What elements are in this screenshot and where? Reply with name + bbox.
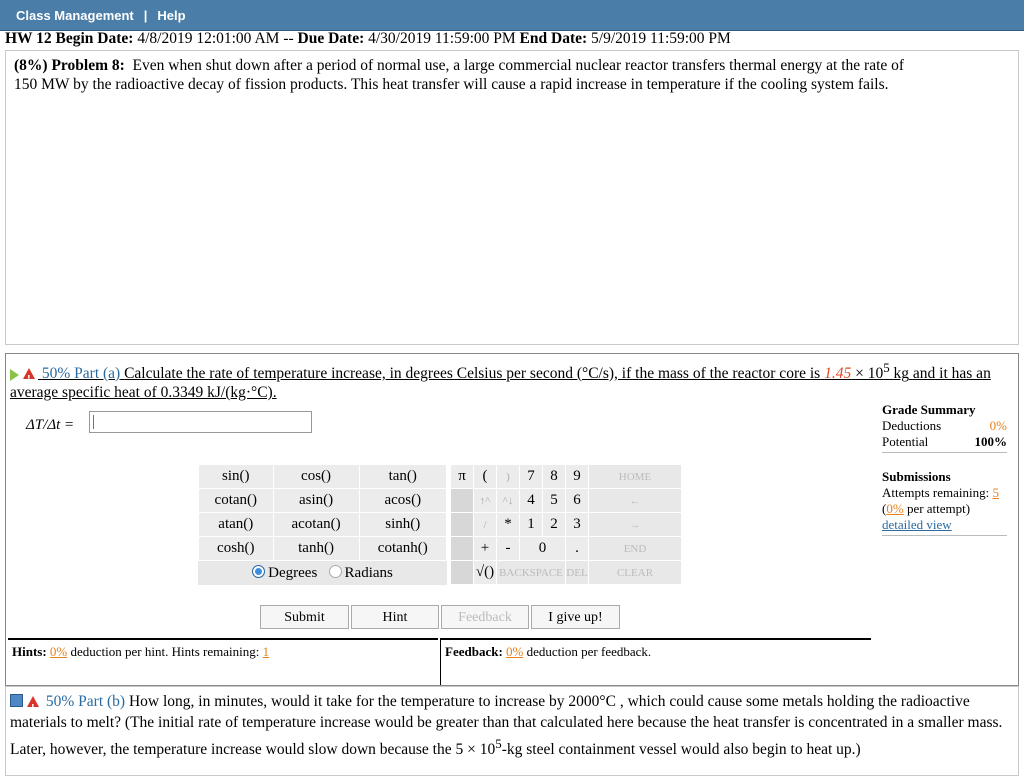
acos-button[interactable]: acos() <box>359 489 446 513</box>
up-arrow-key[interactable]: ↑^ <box>474 489 497 513</box>
part-a-label[interactable]: 50% Part (a) <box>41 365 121 383</box>
divide-key[interactable]: / <box>474 513 497 537</box>
times-ten: × 10 <box>855 365 884 383</box>
part-b-question <box>10 691 1015 760</box>
key-3[interactable]: 3 <box>566 513 589 537</box>
assignment-dates <box>5 30 731 48</box>
dot-key[interactable]: . <box>566 537 589 561</box>
key-8[interactable]: 8 <box>543 465 566 489</box>
sin-button[interactable]: sin() <box>199 465 274 489</box>
hints-panel <box>8 638 438 685</box>
menu-separator: | <box>143 8 148 23</box>
part-b-text-2: -kg steel containment vessel would also begin to heat up.) <box>501 741 861 759</box>
problem-statement <box>5 50 1019 345</box>
tanh-button[interactable]: tanh() <box>273 537 359 561</box>
cos-button[interactable]: cos() <box>273 465 359 489</box>
submissions-title: Submissions <box>882 469 951 484</box>
key-6[interactable]: 6 <box>566 489 589 513</box>
radians-radio[interactable] <box>329 565 342 578</box>
part-a-question[interactable] <box>10 358 1000 402</box>
detailed-view-link[interactable]: detailed view <box>882 517 952 532</box>
top-menu <box>16 8 186 23</box>
date-dash: -- <box>283 30 294 47</box>
pi-key[interactable]: π <box>451 465 474 489</box>
cosh-button[interactable]: cosh() <box>199 537 274 561</box>
part-b-label[interactable]: 50% Part (b) <box>45 693 126 710</box>
end-date-label: End Date: <box>519 30 588 47</box>
left-arrow-key[interactable]: ← <box>589 489 682 513</box>
part-a-panel <box>5 353 1019 686</box>
feedback-label: Feedback: <box>445 644 503 659</box>
key-7[interactable]: 7 <box>520 465 543 489</box>
end-key[interactable]: END <box>589 537 682 561</box>
blank-key <box>451 537 474 561</box>
cotan-button[interactable]: cotan() <box>199 489 274 513</box>
deductions-label: Deductions <box>882 418 942 433</box>
tan-button[interactable]: tan() <box>359 465 446 489</box>
hints-label: Hints: <box>12 644 47 659</box>
degrees-radio[interactable] <box>252 565 265 578</box>
hints-deduction: 0% <box>49 644 68 659</box>
mass-value: 1.45 <box>824 365 852 383</box>
problem-text-block <box>14 56 914 94</box>
document-icon <box>10 694 23 707</box>
expand-triangle-icon[interactable] <box>10 369 19 381</box>
key-9[interactable]: 9 <box>566 465 589 489</box>
caret-down-key[interactable]: ^↓ <box>497 489 520 513</box>
rparen-key[interactable]: ) <box>497 465 520 489</box>
per-attempt-label: per attempt) <box>906 501 971 516</box>
cotanh-button[interactable]: cotanh() <box>359 537 446 561</box>
hints-text: deduction per hint. Hints remaining: <box>70 644 260 659</box>
per-attempt-deduction: 0% <box>886 501 904 516</box>
acotan-button[interactable]: acotan() <box>273 513 359 537</box>
radians-label[interactable]: Radians <box>344 565 393 581</box>
feedback-deduction: 0% <box>506 644 524 659</box>
minus-key[interactable]: - <box>497 537 520 561</box>
deductions-value: 0% <box>989 418 1007 433</box>
sqrt-key[interactable]: √() <box>474 561 497 585</box>
part-a-question-2: and it has an average specific heat of 0.3349 kJ/(kg·°C). <box>10 365 991 402</box>
del-key[interactable]: DEL <box>566 561 589 585</box>
number-keypad <box>450 464 682 585</box>
asin-button[interactable]: asin() <box>273 489 359 513</box>
part-b-exponent: 5 <box>495 736 502 751</box>
attempts-label: Attempts remaining: <box>882 485 990 500</box>
plus-key[interactable]: + <box>474 537 497 561</box>
blank-key <box>451 561 474 585</box>
give-up-button[interactable]: I give up! <box>531 605 620 629</box>
part-a-question-1: Calculate the rate of temperature increase, in degrees Celsius per second (°C/s), if the mass of the reactor core is <box>124 365 821 383</box>
potential-label: Potential <box>882 434 929 449</box>
key-5[interactable]: 5 <box>543 489 566 513</box>
warning-icon <box>23 368 35 379</box>
mass-exponent: 5 <box>883 360 890 375</box>
problem-text: Even when shut down after a period of normal use, a large commercial nuclear reactor transfers thermal energy at the rate of 150 MW by the radioactive decay of fission products. This heat transfer will cause a rapid increase in temperature if the cooling system fails. <box>14 57 905 93</box>
grade-summary: Grade Summary Deductions 0% Potential 100% Submissions Attempts remaining: 5 (0% per attempt) detailed view <box>882 402 1007 536</box>
top-nav-bar <box>0 0 1024 31</box>
key-2[interactable]: 2 <box>543 513 566 537</box>
hints-remaining: 1 <box>262 644 270 659</box>
function-keypad <box>198 464 447 585</box>
begin-date: 4/8/2019 12:01:00 AM <box>137 30 280 47</box>
begin-date-label: Begin Date: <box>55 30 134 47</box>
feedback-text: deduction per feedback. <box>526 644 652 659</box>
potential-value: 100% <box>974 434 1007 449</box>
problem-label: (8%) Problem 8: <box>14 57 125 74</box>
answer-input[interactable] <box>89 411 312 433</box>
part-b-text-1: How long, in minutes, would it take for the temperature to increase by 2000°C , which could cause some metals holding the radioactive materials to melt? (The initial rate of temperature increase would be greater than that calculated here because the heat transfer is concentrated in a smaller mass. Later, however, the temperature increase would slow down because the 5 × 10 <box>10 693 1003 759</box>
home-key[interactable]: HOME <box>589 465 682 489</box>
sinh-button[interactable]: sinh() <box>359 513 446 537</box>
key-0[interactable]: 0 <box>520 537 566 561</box>
due-date-label: Due Date: <box>297 30 365 47</box>
angle-mode <box>198 561 447 585</box>
mass-unit: kg <box>893 365 910 383</box>
hw-title: HW 12 <box>5 30 52 47</box>
lparen-key[interactable]: ( <box>474 465 497 489</box>
help-link[interactable]: Help <box>157 8 186 23</box>
feedback-panel <box>440 638 871 685</box>
text-caret <box>93 415 94 429</box>
key-4[interactable]: 4 <box>520 489 543 513</box>
multiply-key[interactable]: * <box>497 513 520 537</box>
degrees-label[interactable]: Degrees <box>268 565 318 581</box>
submit-button[interactable]: Submit <box>260 605 349 629</box>
blank-key <box>451 513 474 537</box>
answer-label: ΔT/Δt = <box>26 417 75 433</box>
part-b-panel <box>5 686 1019 776</box>
attempts-remaining: 5 <box>992 485 999 500</box>
grade-summary-title: Grade Summary <box>882 402 976 417</box>
end-date: 5/9/2019 11:59:00 PM <box>591 30 731 47</box>
right-arrow-key[interactable]: → <box>589 513 682 537</box>
feedback-button[interactable]: Feedback <box>441 605 529 629</box>
warning-icon <box>27 696 39 707</box>
hint-button[interactable]: Hint <box>351 605 439 629</box>
atan-button[interactable]: atan() <box>199 513 274 537</box>
backspace-key[interactable]: BACKSPACE <box>497 561 566 585</box>
key-1[interactable]: 1 <box>520 513 543 537</box>
clear-key[interactable]: CLEAR <box>589 561 682 585</box>
due-date: 4/30/2019 11:59:00 PM <box>368 30 516 47</box>
blank-key <box>451 489 474 513</box>
class-management-link[interactable]: Class Management <box>16 8 134 23</box>
